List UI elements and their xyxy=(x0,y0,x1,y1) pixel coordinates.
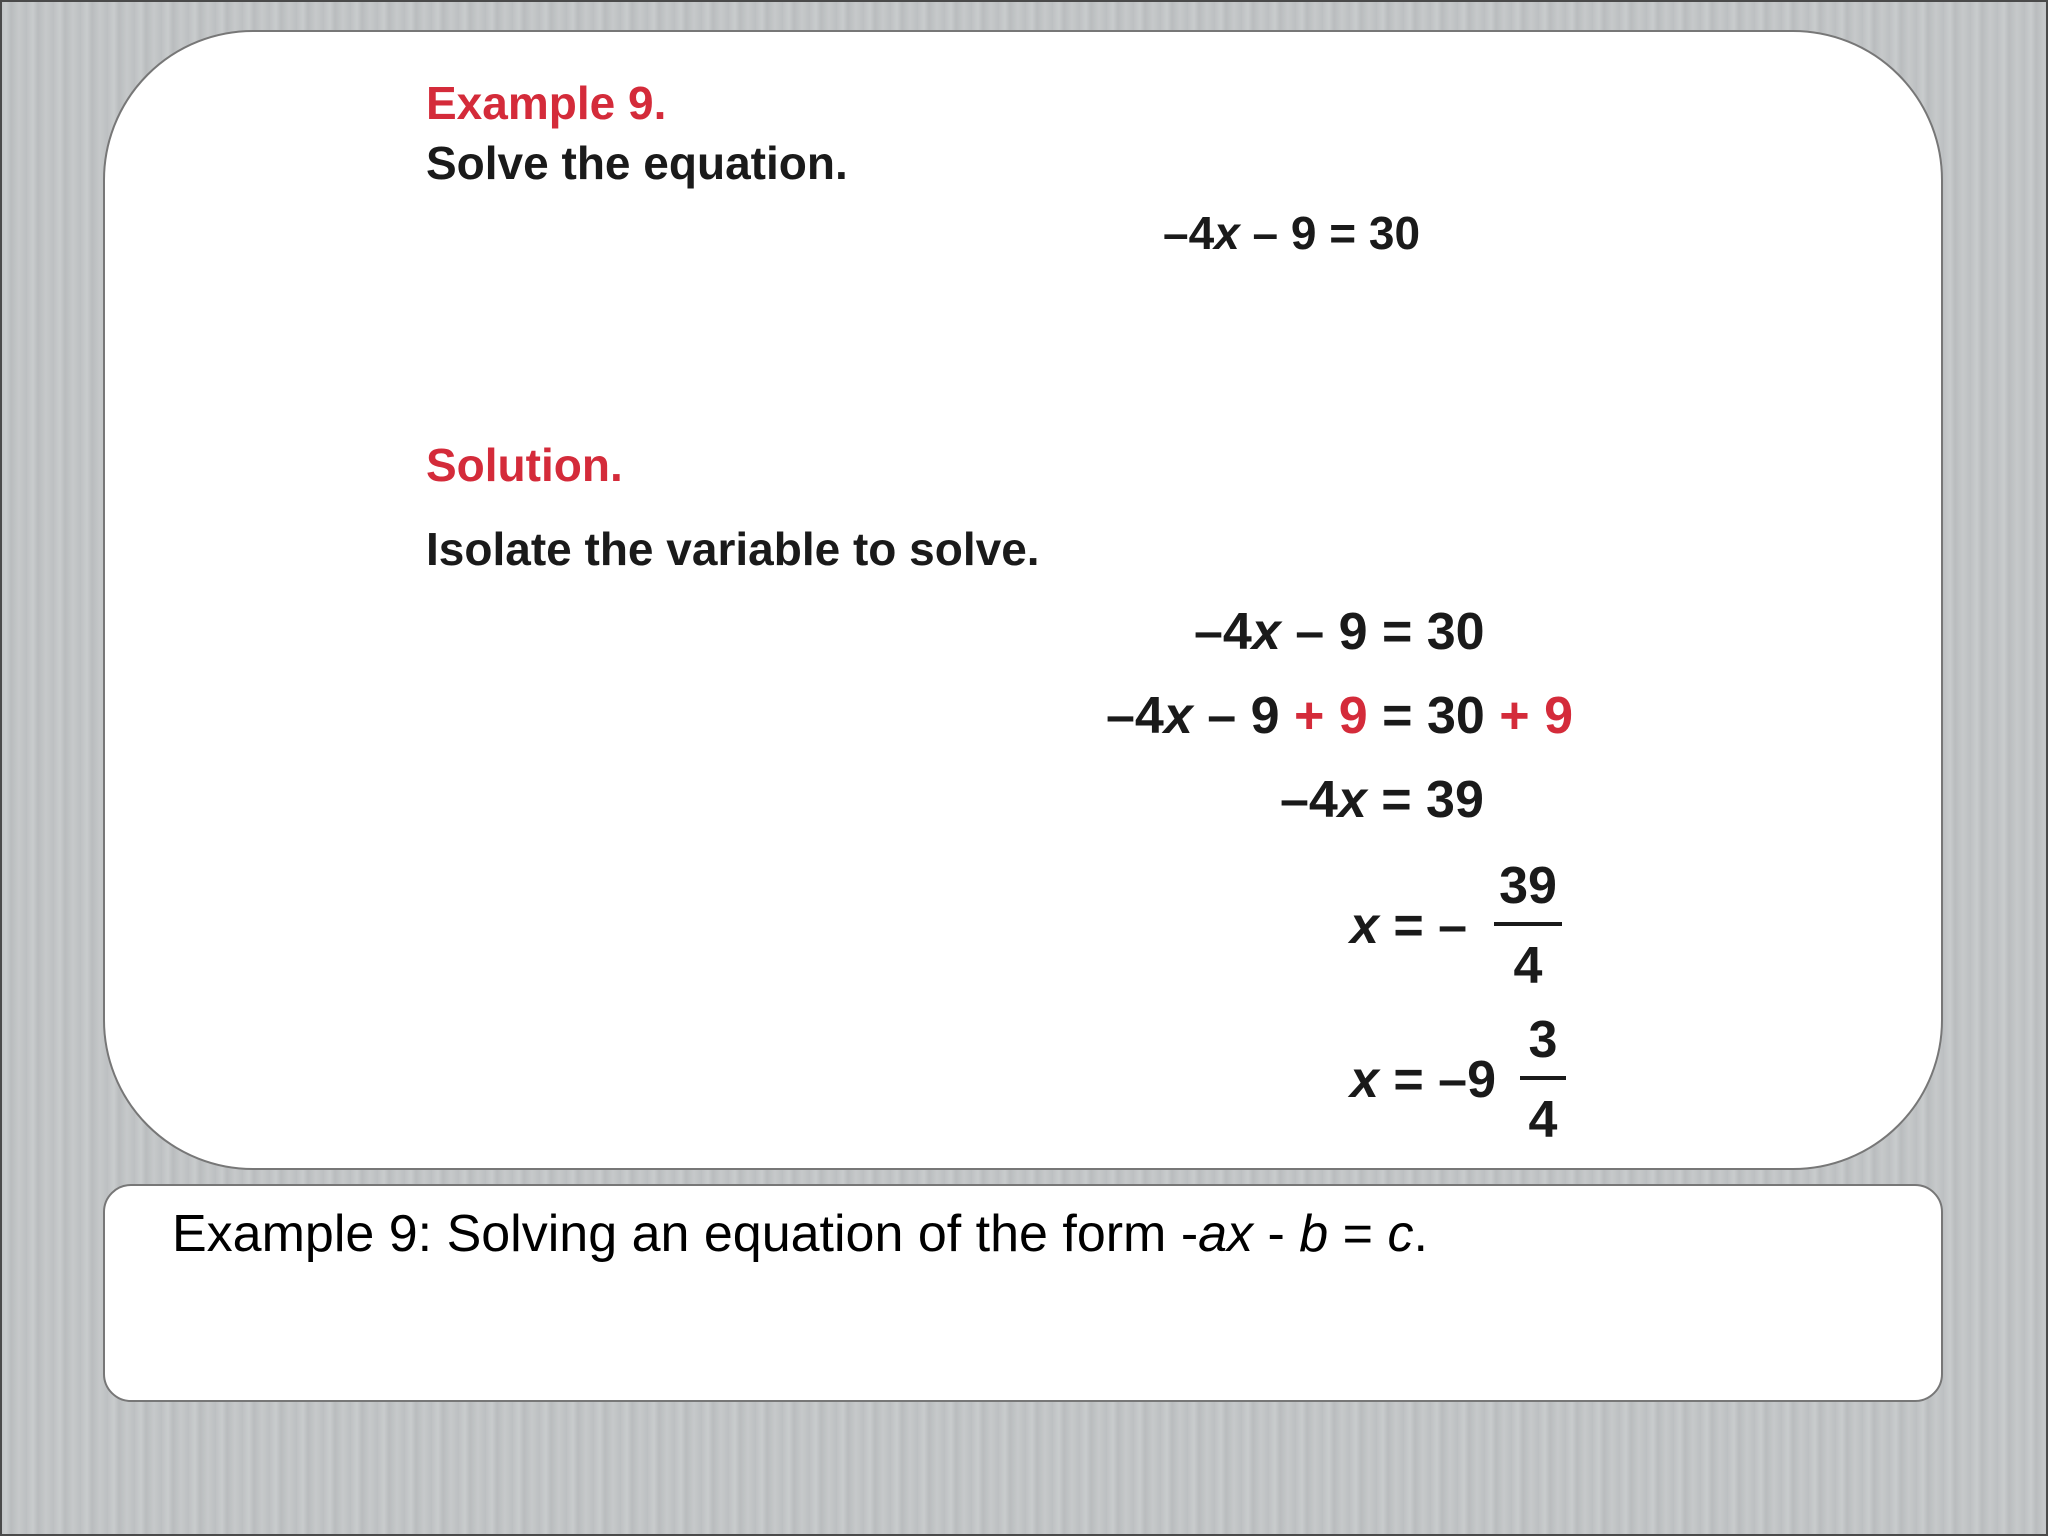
step-5-denominator: 4 xyxy=(1528,1091,1558,1149)
step-2-add-left: + 9 xyxy=(1293,687,1368,745)
step-4-numerator: 39 xyxy=(1499,857,1557,915)
problem-prompt: Solve the equation. xyxy=(426,137,848,189)
step-1-equation: –4x – 9 = 30 xyxy=(1194,603,1485,661)
example-title: Example 9. xyxy=(426,77,667,129)
step-4-equation: x = – xyxy=(1350,897,1468,955)
solution-title: Solution. xyxy=(426,439,623,491)
step-5-equation: x = –9 xyxy=(1350,1051,1497,1109)
step-4-denominator: 4 xyxy=(1513,937,1543,995)
step-3-equation: –4x = 39 xyxy=(1280,771,1484,829)
step-5-numerator: 3 xyxy=(1528,1011,1558,1069)
step-2-equation: –4x – 9 + 9 = 30 + 9 xyxy=(1106,687,1573,745)
problem-equation: –4x – 9 = 30 xyxy=(1163,207,1421,259)
step-5-fraction-bar xyxy=(1520,1076,1566,1080)
caption-text: Example 9: Solving an equation of the form -ax - b = c. xyxy=(172,1205,1428,1263)
slide-panel xyxy=(103,30,1943,1170)
solution-instruction: Isolate the variable to solve. xyxy=(426,523,1040,575)
step-4-fraction-bar xyxy=(1494,922,1562,926)
step-2-add-right: + 9 xyxy=(1499,687,1573,745)
